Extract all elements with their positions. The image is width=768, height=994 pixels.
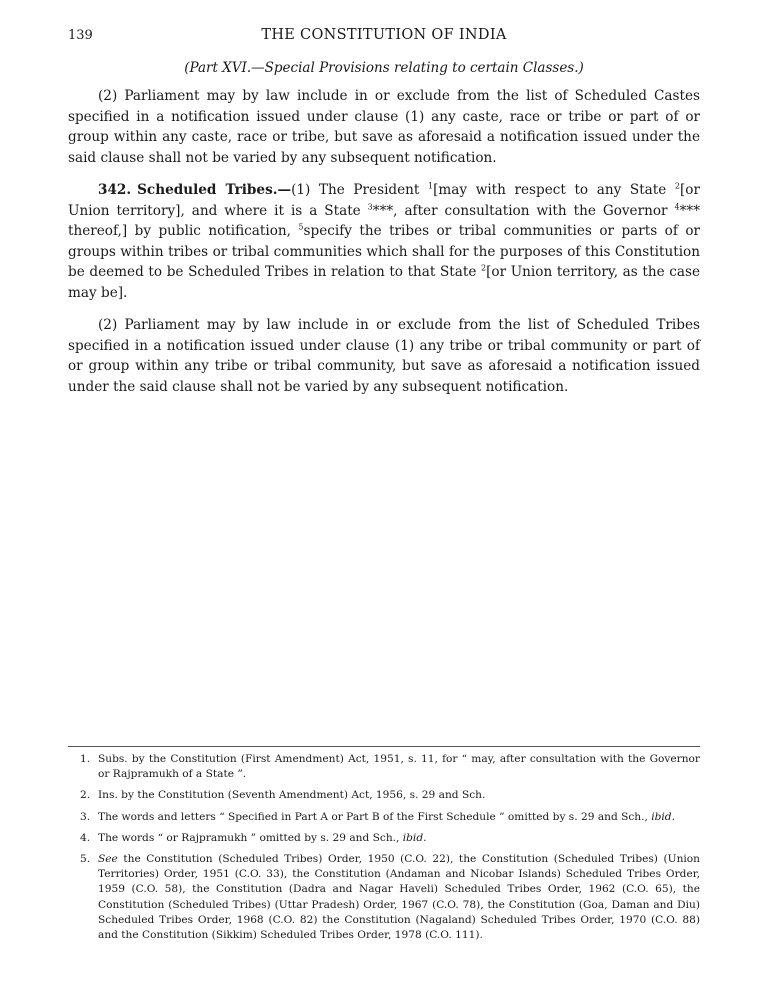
footnote-italic: ibid. [402, 831, 427, 844]
footnote-marker: 3 [367, 201, 373, 211]
body-text [68, 86, 700, 409]
page-number: 139 [68, 28, 93, 43]
footnote-number: 3. [80, 810, 91, 823]
article-title: Scheduled Tribes.— [137, 182, 292, 198]
article-text: *** thereof,] by public notification, [68, 202, 700, 239]
footnote-number: 1. [80, 753, 91, 765]
footnote-number: 2. [80, 789, 91, 802]
running-head: THE CONSTITUTION OF INDIA [261, 27, 507, 43]
article-text: specify the tribes or tribal communities or parts of or groups within tribes or tribal communities which shall for the purposes of this Constitution be deemed to be Scheduled Tribes in relation to that State [68, 223, 700, 280]
article-text: [may with respect to any State [433, 182, 675, 198]
paragraph-341-clause-2: (2) Parliament may by law include in or exclude from the list of Scheduled Castes specified in a notification issued under clause (1) any caste, race or tribe or part of or group within any caste, race or tribe, but save as aforesaid a notification issued under the said clause shall not be varied by any subsequent notification. [68, 88, 700, 166]
footnote-marker: 5 [298, 222, 304, 232]
footnote-italic: See [98, 853, 118, 866]
footnote-text: Subs. by the Constitution (First Amendment) Act, 1951, s. 11, for “ may, after consultation with the Governor or Rajpramukh of a State ”. [98, 753, 700, 781]
footnotes [68, 752, 700, 949]
footnote-marker: 4 [674, 201, 680, 211]
footnote-text: The words “ or Rajpramukh ” omitted by s. 29 and Sch., [98, 831, 403, 844]
footnote-divider [68, 746, 700, 747]
footnote-item [68, 831, 700, 846]
article-text: [or Union territory], and where it is a State [68, 182, 700, 219]
part-heading: (Part XVI.—Special Provisions relating to certain Classes.) [184, 60, 584, 76]
article-342-clause-1 [68, 180, 700, 303]
footnote-italic: ibid. [651, 810, 675, 823]
article-text: ***, after consultation with the Governor [372, 202, 675, 219]
footnote-marker: 1 [428, 181, 434, 191]
footnote-item [68, 852, 700, 943]
footnote-marker: 2 [674, 181, 680, 191]
article-text: (1) The President [291, 182, 429, 198]
article-number: 342. [98, 182, 132, 198]
footnote-number: 5. [80, 853, 91, 866]
footnote-item [68, 752, 700, 782]
footnote-item [68, 810, 700, 825]
footnote-marker: 2 [481, 263, 487, 273]
footnote-text: The words and letters “ Specified in Part A or Part B of the First Schedule ” omitted by s. 29 and Sch., [98, 810, 652, 823]
article-342-clause-2: (2) Parliament may by law include in or exclude from the list of Scheduled Tribes specified in a notification issued under clause (1) any tribe or tribal community or part of or group within any tribe or tribal community, but save as aforesaid a notification issued under the said clause shall not be varied by any subsequent notification. [68, 317, 700, 395]
footnote-text: the Constitution (Scheduled Tribes) Order, 1950 (C.O. 22), the Constitution (Scheduled Tribes) (Union Territories) Order, 1951 (C.O. 33), the Constitution (Andaman and Nicobar Islands) Scheduled Tribes Order, 1959 (C.O. 58), the Constitution (Dadra and Nagar Haveli) Scheduled Tribes Order, 1962 (C.O. 65), the Constitution (Scheduled Tribes) (Uttar Pradesh) Order, 1967 (C.O. 78), the Constitution (Goa, Daman and Diu) Scheduled Tribes Order, 1968 (C.O. 82) the Constitution (Nagaland) Scheduled Tribes Order, 1970 (C.O. 88) and the Constitution (Sikkim) Scheduled Tribes Order, 1978 (C.O. 111). [98, 853, 700, 942]
footnote-text: Ins. by the Constitution (Seventh Amendment) Act, 1956, s. 29 and Sch. [98, 789, 486, 802]
footnote-item [68, 788, 700, 803]
article-text: [or Union territory, as the case may be]. [68, 264, 700, 301]
footnote-number: 4. [80, 831, 91, 844]
